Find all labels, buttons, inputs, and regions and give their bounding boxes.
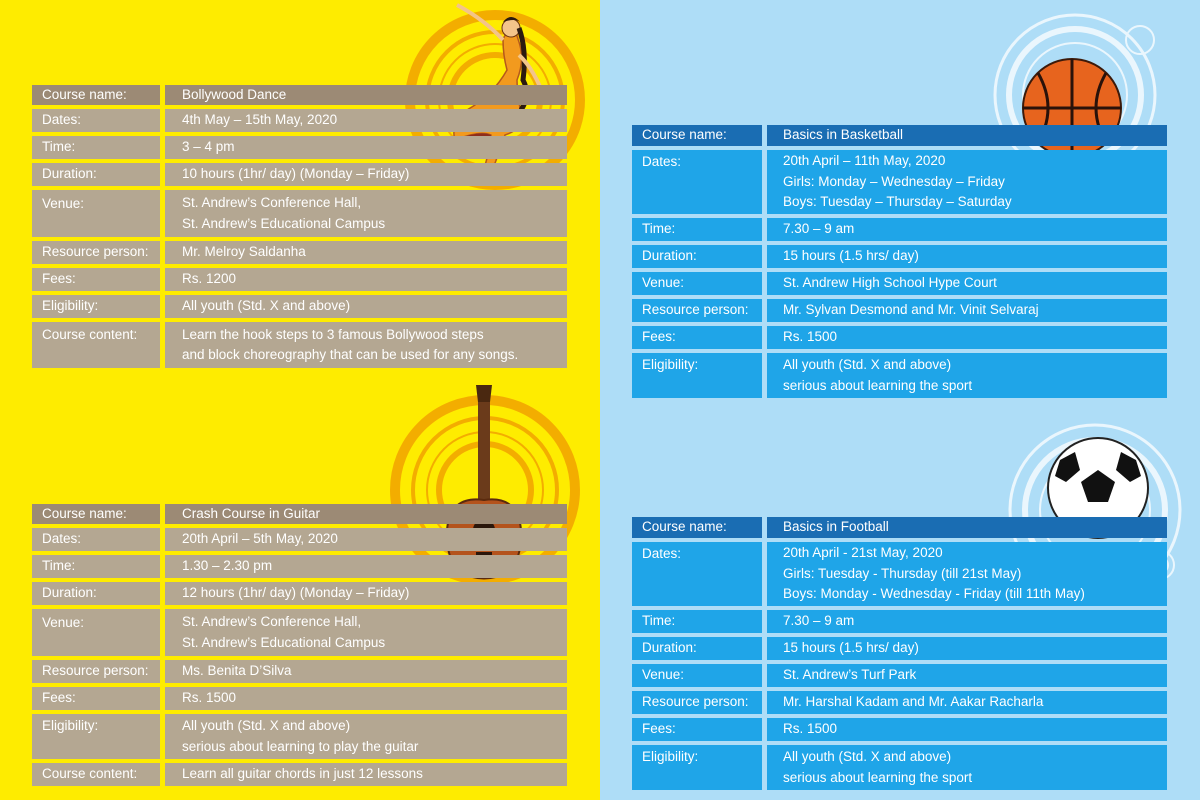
value-time: 1.30 – 2.30 pm (165, 555, 567, 578)
value-course-name: Crash Course in Guitar (165, 504, 567, 524)
guitar-course-table (32, 504, 567, 786)
label-resource-person: Resource person: (632, 691, 762, 714)
label-eligibility: Eligibility: (632, 745, 762, 790)
row-venue (632, 664, 1167, 687)
value-duration: 10 hours (1hr/ day) (Monday – Friday) (165, 163, 567, 186)
value-fees: Rs. 1200 (165, 268, 567, 291)
value-course-name: Basics in Basketball (767, 125, 1167, 146)
row-course-name (632, 125, 1167, 146)
row-time (32, 555, 567, 578)
venue-line: St. Andrew’s Educational Campus (182, 215, 386, 231)
eligibility-line: serious about learning the sport (783, 377, 973, 393)
value-course-content (165, 322, 567, 368)
value-eligibility: All youth (Std. X and above) (165, 295, 567, 318)
label-eligibility: Eligibility: (32, 295, 160, 318)
row-fees (632, 326, 1167, 349)
dates-line: 20th April - 21st May, 2020 (783, 545, 943, 561)
value-course-name: Bollywood Dance (165, 85, 567, 105)
label-time: Time: (32, 555, 160, 578)
row-resource-person (32, 241, 567, 264)
value-dates (767, 150, 1167, 214)
content-line: and block choreography that can be used for any songs. (182, 347, 519, 362)
value-fees: Rs. 1500 (767, 718, 1167, 741)
label-eligibility: Eligibility: (32, 714, 160, 759)
row-eligibility (632, 353, 1167, 398)
label-resource-person: Resource person: (32, 241, 160, 264)
row-resource-person (632, 299, 1167, 322)
value-venue: St. Andrew’s Turf Park (767, 664, 1167, 687)
eligibility-line: serious about learning the sport (783, 769, 973, 785)
row-time (32, 136, 567, 159)
value-venue (165, 609, 567, 656)
dates-line: Boys: Monday - Wednesday - Friday (till 11th May) (783, 586, 1085, 602)
row-dates (632, 542, 1167, 606)
value-fees: Rs. 1500 (165, 687, 567, 710)
label-resource-person: Resource person: (632, 299, 762, 322)
value-duration: 15 hours (1.5 hrs/ day) (767, 245, 1167, 268)
row-course-name (32, 504, 567, 524)
eligibility-line: All youth (Std. X and above) (182, 718, 351, 733)
row-venue (32, 609, 567, 656)
label-venue: Venue: (32, 190, 160, 237)
venue-line: St. Andrew’s Conference Hall, (182, 195, 362, 210)
eligibility-line: All youth (Std. X and above) (783, 749, 952, 764)
value-dates (767, 542, 1167, 606)
label-eligibility: Eligibility: (632, 353, 762, 398)
label-time: Time: (632, 218, 762, 241)
row-fees (32, 687, 567, 710)
row-duration (632, 245, 1167, 268)
row-eligibility (32, 714, 567, 759)
eligibility-line: All youth (Std. X and above) (783, 357, 952, 372)
label-fees: Fees: (632, 718, 762, 741)
row-course-name (632, 517, 1167, 538)
label-dates: Dates: (632, 150, 762, 214)
value-duration: 12 hours (1hr/ day) (Monday – Friday) (165, 582, 567, 605)
row-duration (32, 163, 567, 186)
label-fees: Fees: (32, 268, 160, 291)
dates-line: Girls: Tuesday - Thursday (till 21st May) (783, 565, 1022, 581)
basketball-course-table (632, 125, 1167, 398)
label-venue: Venue: (632, 664, 762, 687)
value-resource-person: Ms. Benita D’Silva (165, 660, 567, 683)
value-dates: 4th May – 15th May, 2020 (165, 109, 567, 132)
row-fees (632, 718, 1167, 741)
label-duration: Duration: (32, 163, 160, 186)
label-time: Time: (632, 610, 762, 633)
row-dates (32, 109, 567, 132)
value-eligibility (767, 353, 1167, 398)
right-panel (600, 0, 1200, 800)
label-dates: Dates: (32, 528, 160, 551)
value-dates: 20th April – 5th May, 2020 (165, 528, 567, 551)
venue-line: St. Andrew’s Conference Hall, (182, 614, 362, 629)
value-course-name: Basics in Football (767, 517, 1167, 538)
label-fees: Fees: (32, 687, 160, 710)
label-dates: Dates: (32, 109, 160, 132)
value-duration: 15 hours (1.5 hrs/ day) (767, 637, 1167, 660)
row-resource-person (32, 660, 567, 683)
label-duration: Duration: (632, 245, 762, 268)
label-venue: Venue: (632, 272, 762, 295)
label-dates: Dates: (632, 542, 762, 606)
label-course-content: Course content: (32, 763, 160, 786)
row-resource-person (632, 691, 1167, 714)
label-venue: Venue: (32, 609, 160, 656)
label-course-name: Course name: (32, 85, 160, 105)
row-dates (632, 150, 1167, 214)
value-resource-person: Mr. Sylvan Desmond and Mr. Vinit Selvaraj (767, 299, 1167, 322)
value-course-content: Learn all guitar chords in just 12 lessons (165, 763, 567, 786)
value-venue (165, 190, 567, 237)
row-course-content (32, 322, 567, 368)
content-line: Learn the hook steps to 3 famous Bollywood steps (182, 326, 484, 342)
label-duration: Duration: (32, 582, 160, 605)
row-eligibility (32, 295, 567, 318)
football-course-table (632, 517, 1167, 790)
row-fees (32, 268, 567, 291)
label-course-content: Course content: (32, 322, 160, 368)
dates-line: 20th April – 11th May, 2020 (783, 153, 946, 169)
value-time: 7.30 – 9 am (767, 218, 1167, 241)
value-eligibility (767, 745, 1167, 790)
row-dates (32, 528, 567, 551)
row-eligibility (632, 745, 1167, 790)
bollywood-course-table (32, 85, 567, 368)
venue-line: St. Andrew’s Educational Campus (182, 634, 386, 650)
label-duration: Duration: (632, 637, 762, 660)
row-course-name (32, 85, 567, 105)
label-resource-person: Resource person: (32, 660, 160, 683)
label-course-name: Course name: (32, 504, 160, 524)
value-venue: St. Andrew High School Hype Court (767, 272, 1167, 295)
row-time (632, 218, 1167, 241)
value-time: 3 – 4 pm (165, 136, 567, 159)
eligibility-line: serious about learning to play the guitar (182, 738, 419, 754)
label-course-name: Course name: (632, 125, 762, 146)
value-time: 7.30 – 9 am (767, 610, 1167, 633)
dates-line: Boys: Tuesday – Thursday – Saturday (783, 194, 1012, 210)
value-eligibility (165, 714, 567, 759)
row-venue (32, 190, 567, 237)
label-time: Time: (32, 136, 160, 159)
dates-line: Girls: Monday – Wednesday – Friday (783, 173, 1005, 189)
row-duration (32, 582, 567, 605)
value-resource-person: Mr. Harshal Kadam and Mr. Aakar Racharla (767, 691, 1167, 714)
row-course-content (32, 763, 567, 786)
label-course-name: Course name: (632, 517, 762, 538)
row-time (632, 610, 1167, 633)
row-duration (632, 637, 1167, 660)
label-fees: Fees: (632, 326, 762, 349)
row-venue (632, 272, 1167, 295)
value-resource-person: Mr. Melroy Saldanha (165, 241, 567, 264)
value-fees: Rs. 1500 (767, 326, 1167, 349)
